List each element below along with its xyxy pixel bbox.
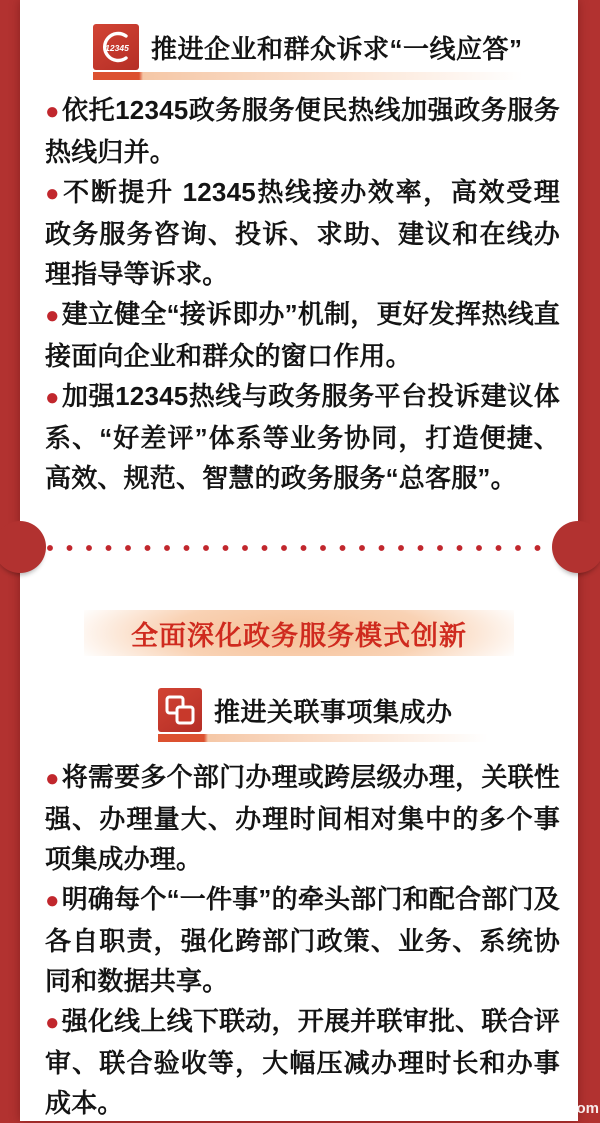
- bullet-item: [45, 172, 560, 294]
- ticket-perforation-dots: [46, 544, 552, 552]
- section1-header-title: 推进企业和群众诉求“一线应答”: [151, 33, 523, 64]
- section2-header-title: 推进关联事项集成办: [214, 696, 453, 727]
- hotline-logo-number: 12345: [105, 43, 129, 53]
- linked-items-graphic: [158, 688, 202, 732]
- bullet-text: 明确每个“一件事”的牵头部门和配合部门及各自职责，强化跨部门政策、业务、系统协同和数据共享。: [45, 884, 560, 996]
- section2-title: 全面深化政务服务模式创新: [84, 610, 514, 656]
- content-card: [20, 0, 578, 1121]
- bullet-dot-icon: ●: [45, 887, 60, 914]
- bullet-dot-icon: ●: [45, 180, 62, 207]
- linked-items-icon: [158, 688, 202, 732]
- section1-bullet-list: [45, 90, 560, 498]
- bullet-dot-icon: ●: [45, 384, 61, 411]
- section1-header: [93, 24, 523, 70]
- bullet-item: [45, 90, 560, 172]
- hotline-12345-logo-graphic: [93, 24, 139, 70]
- bullet-text: 依托12345政务服务便民热线加强政务服务热线归并。: [45, 95, 560, 167]
- hotline-12345-logo-icon: [93, 24, 139, 70]
- ticket-notch-right: [552, 521, 600, 573]
- bullet-item: [45, 1001, 560, 1123]
- bullet-text: 不断提升 12345热线接办效率，高效受理政务服务咨询、投诉、求助、建议和在线办理指导等诉求。: [45, 177, 560, 289]
- bullet-dot-icon: ●: [45, 765, 60, 792]
- section2-header-underline: [158, 734, 488, 742]
- bullet-item: [45, 376, 560, 498]
- bullet-item: [45, 879, 560, 1001]
- bullet-text: 强化线上线下联动，开展并联审批、联合评审、联合验收等，大幅压减办理时长和办事成本。: [45, 1006, 560, 1118]
- watermark-text: com: [568, 1100, 599, 1117]
- bullet-dot-icon: ●: [45, 302, 60, 329]
- bullet-item: [45, 757, 560, 879]
- section2-header: [158, 688, 453, 732]
- section1-header-underline: [93, 72, 523, 80]
- ticket-notch-left: [0, 521, 46, 573]
- bullet-item: [45, 294, 560, 376]
- section2-bullet-list: [45, 757, 560, 1123]
- bullet-text: 加强12345热线与政务服务平台投诉建议体系、“好差评”体系等业务协同，打造便捷、高效、规范、智慧的政务服务“总客服”。: [45, 381, 560, 493]
- bullet-text: 建立健全“接诉即办”机制，更好发挥热线直接面向企业和群众的窗口作用。: [45, 299, 560, 371]
- bullet-dot-icon: ●: [45, 98, 61, 125]
- bullet-dot-icon: ●: [45, 1009, 60, 1036]
- bullet-text: 将需要多个部门办理或跨层级办理，关联性强、办理量大、办理时间相对集中的多个事项集成办理。: [45, 762, 560, 874]
